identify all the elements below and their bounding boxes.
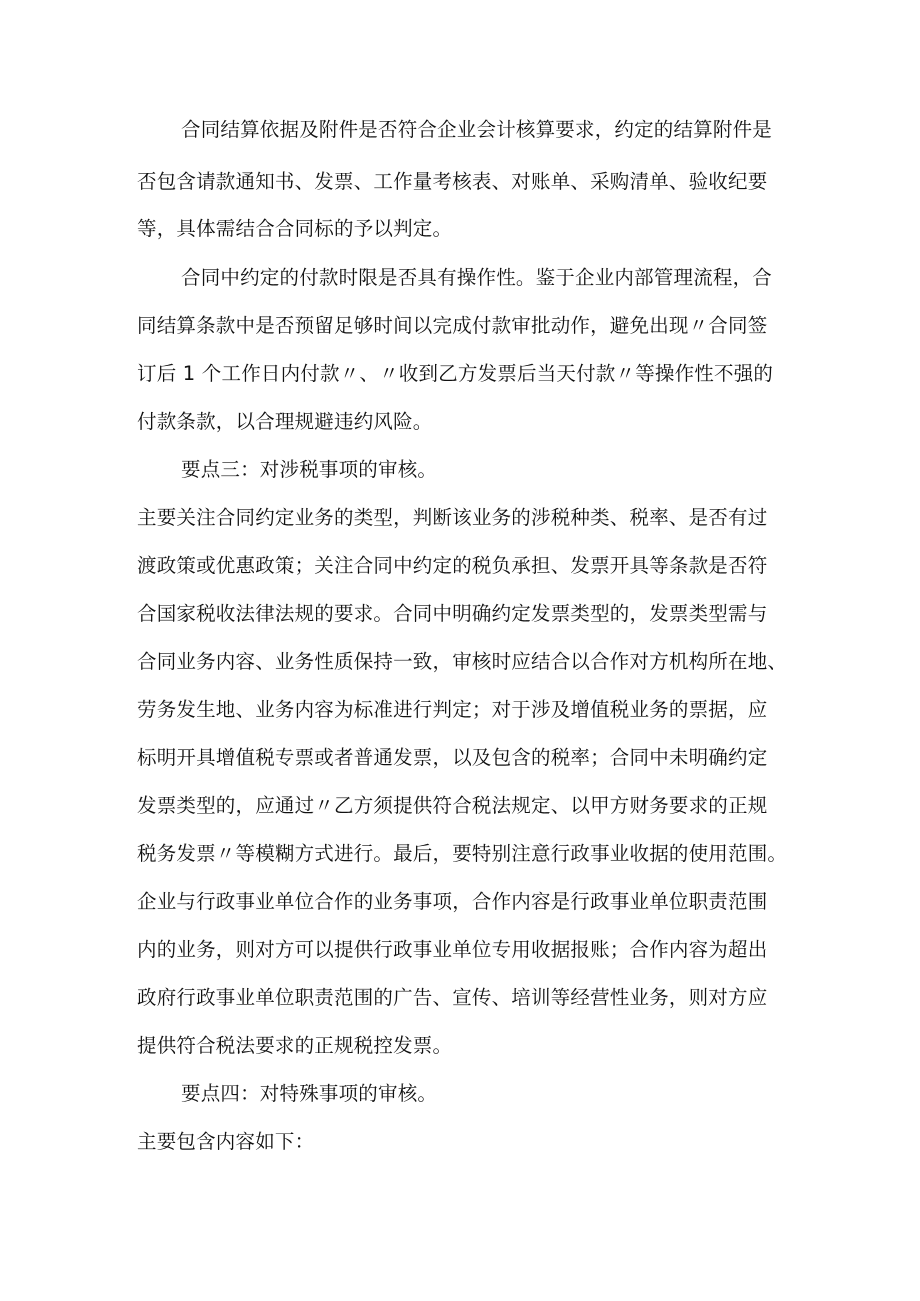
paragraph-payment-term-line-4: 付款条款，以合理规避违约风险。 (137, 410, 433, 433)
paragraph-settlement-basis-line-1: 合同结算依据及附件是否符合企业会计核算要求，约定的结算附件是 (181, 118, 773, 141)
paragraph-payment-term-line-1: 合同中约定的付款时限是否具有操作性。鉴于企业内部管理流程，合 (181, 266, 773, 289)
paragraph-settlement-basis-line-3: 等，具体需结合合同标的予以判定。 (137, 217, 453, 240)
paragraph-tax-review-line-10: 内的业务，则对方可以提供行政事业单位专用收据报账；合作内容为超出 (137, 938, 768, 961)
paragraph-settlement-basis-line-2: 否包含请款通知书、发票、工作量考核表、对账单、采购清单、验收纪要 (137, 170, 768, 193)
paragraph-tax-review-line-9: 企业与行政事业单位合作的业务事项，合作内容是行政事业单位职责范围 (137, 890, 768, 913)
paragraph-tax-review-line-4: 合同业务内容、业务性质保持一致，审核时应结合以合作对方机构所在地、 (137, 650, 788, 673)
paragraph-tax-review-line-11: 政府行政事业单位职责范围的广告、宣传、培训等经营性业务，则对方应 (137, 986, 768, 1009)
paragraph-tax-review-line-3: 合国家税收法律法规的要求。合同中明确约定发票类型的，发票类型需与 (137, 602, 768, 625)
paragraph-tax-review-line-1: 主要关注合同约定业务的类型，判断该业务的涉税种类、税率、是否有过 (137, 506, 768, 529)
paragraph-tax-review-line-5: 劳务发生地、业务内容为标准进行判定；对于涉及增值税业务的票据，应 (137, 698, 768, 721)
paragraph-tax-review-line-2: 渡政策或优惠政策；关注合同中约定的税负承担、发票开具等条款是否符 (137, 554, 768, 577)
paragraph-special-review-intro: 主要包含内容如下： (137, 1130, 315, 1153)
section-heading-tax-review: 要点三：对涉税事项的审核。 (181, 458, 438, 481)
paragraph-tax-review-line-8: 税务发票〃等模糊方式进行。最后，要特别注意行政事业收据的使用范围。 (137, 842, 788, 865)
paragraph-tax-review-line-12: 提供符合税法要求的正规税控发票。 (137, 1034, 453, 1057)
paragraph-tax-review-line-7: 发票类型的，应通过〃乙方须提供符合税法规定、以甲方财务要求的正规 (137, 794, 768, 817)
paragraph-tax-review-line-6: 标明开具增值税专票或者普通发票，以及包含的税率；合同中未明确约定 (137, 746, 768, 769)
paragraph-payment-term-line-3: 订后 1 个工作日内付款〃、〃收到乙方发票后当天付款〃等操作性不强的 (137, 362, 774, 385)
paragraph-payment-term-line-2: 同结算条款中是否预留足够时间以完成付款审批动作，避免出现〃合同签 (137, 314, 768, 337)
section-heading-special-review: 要点四：对特殊事项的审核。 (181, 1082, 438, 1105)
